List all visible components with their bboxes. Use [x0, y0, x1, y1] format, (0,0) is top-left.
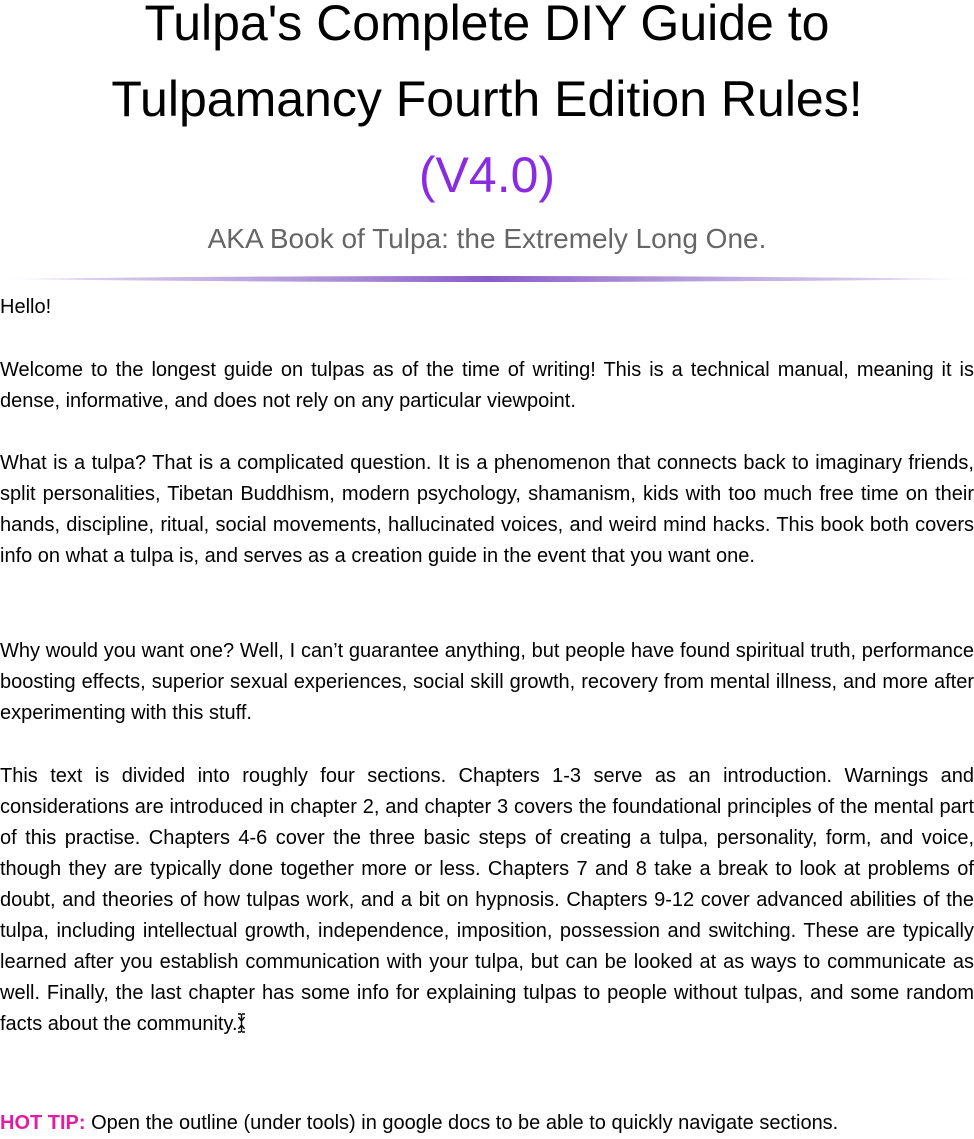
paragraph-what-is-a-tulpa: What is a tulpa? That is a complicated question. It is a phenomenon that connects back to imaginary friends, split personalities, Tibetan Buddhism, modern psychology, shamanism, kids with too much free time on their hands, discipline, ritual, social movements, hallucinated voices, and weird mind hacks. This book both covers info on what a tulpa is, and serves as a creation guide in the event that you want one.: [0, 452, 974, 567]
hot-tip-text: Open the outline (under tools) in google docs to be able to quickly navigate sections.: [85, 1112, 839, 1134]
version-label: (V4.0): [418, 147, 556, 203]
sections-overview-text: This text is divided into roughly four sections. Chapters 1-3 serve as an introduction. Warnings and considerations are introduced in chapter 2, and chapter 3 covers the foundational principles of the mental part of this practise. Chapters 4-6 cover the three basic steps of creating a tulpa, personality, form, and voice, though they are typically done together more or less. Chapters 7 and 8 take a break to look at problems of doubt, and theories of how tulpas work, and a bit on hypnosis. Chapters 9-12 cover advanced abilities of the tulpa, including intellectual growth, independence, imposition, possession and switching. These are typically learned after you establish communication with your tulpa, but can be looked at as ways to communicate as well. Finally, the last chapter has some info for explaining tulpas to people without tulpas, and some random facts about the community.: [0, 765, 974, 1035]
paragraph-sections-overview: [0, 761, 974, 1040]
text-cursor-icon: [238, 1013, 245, 1033]
document-title-line-1: Tulpa's Complete DIY Guide to: [144, 0, 830, 51]
document-title-line-2: Tulpamancy Fourth Edition Rules!: [111, 71, 863, 127]
document-subtitle: AKA Book of Tulpa: the Extremely Long One.: [207, 223, 767, 254]
paragraph-welcome: Welcome to the longest guide on tulpas as of the time of writing! This is a technical manual, meaning it is dense, informative, and does not rely on any particular viewpoint.: [0, 359, 974, 412]
paragraph-hello: Hello!: [0, 296, 52, 318]
paragraph-why-want-one: Why would you want one? Well, I can’t guarantee anything, but people have found spiritual truth, performance boosting effects, superior sexual experiences, social skill growth, recovery from mental illness, and more after experimenting with this stuff.: [0, 640, 974, 724]
hot-tip-label: HOT TIP:: [0, 1112, 86, 1134]
hot-tip: [0, 1108, 974, 1139]
title-divider: [0, 274, 974, 284]
